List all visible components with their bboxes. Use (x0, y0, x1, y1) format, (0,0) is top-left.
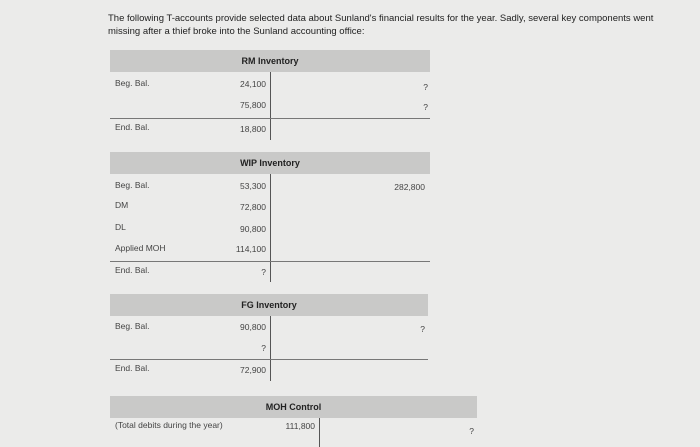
end-label: End. Bal. (115, 363, 150, 373)
credit-1: ? (420, 324, 425, 334)
moh-value: 114,100 (235, 244, 266, 254)
fg-title: FG Inventory (110, 294, 428, 316)
credit-2: ? (423, 102, 428, 112)
total-line (110, 118, 430, 119)
end-value: 72,900 (240, 365, 266, 375)
t-divider (270, 316, 271, 381)
debit-label: (Total debits during the year) (115, 420, 223, 430)
credit-1: ? (469, 426, 474, 436)
credit-1: 282,800 (394, 182, 425, 192)
intro-text: The following T-accounts provide selected data about Sunland's financial results for the year. Sadly, several key components went missing after a thief broke into the Sunland accounting office: (108, 13, 654, 37)
t-divider (270, 72, 271, 140)
end-label: End. Bal. (115, 265, 150, 275)
debit-2: 75,800 (240, 100, 266, 110)
dl-value: 90,800 (240, 224, 266, 234)
moh-title: MOH Control (110, 396, 477, 418)
beg-value: 24,100 (240, 79, 266, 89)
end-value: 18,800 (240, 124, 266, 134)
beg-label: Beg. Bal. (115, 321, 150, 331)
beg-value: 90,800 (240, 322, 266, 332)
dm-value: 72,800 (240, 202, 266, 212)
t-divider (270, 174, 271, 282)
credit-1: ? (423, 82, 428, 92)
moh-label: Applied MOH (115, 243, 166, 253)
debit-value: 111,800 (285, 421, 315, 431)
beg-value: 53,300 (240, 181, 266, 191)
total-line (110, 261, 430, 262)
rm-title: RM Inventory (110, 50, 430, 72)
end-value: ? (261, 267, 266, 277)
wip-title: WIP Inventory (110, 152, 430, 174)
total-line (110, 359, 428, 360)
end-label: End. Bal. (115, 122, 150, 132)
dm-label: DM (115, 200, 129, 210)
t-divider (319, 418, 320, 447)
dl-label: DL (115, 222, 126, 232)
beg-label: Beg. Bal. (115, 180, 150, 190)
beg-label: Beg. Bal. (115, 78, 150, 88)
debit-2: ? (261, 343, 266, 353)
